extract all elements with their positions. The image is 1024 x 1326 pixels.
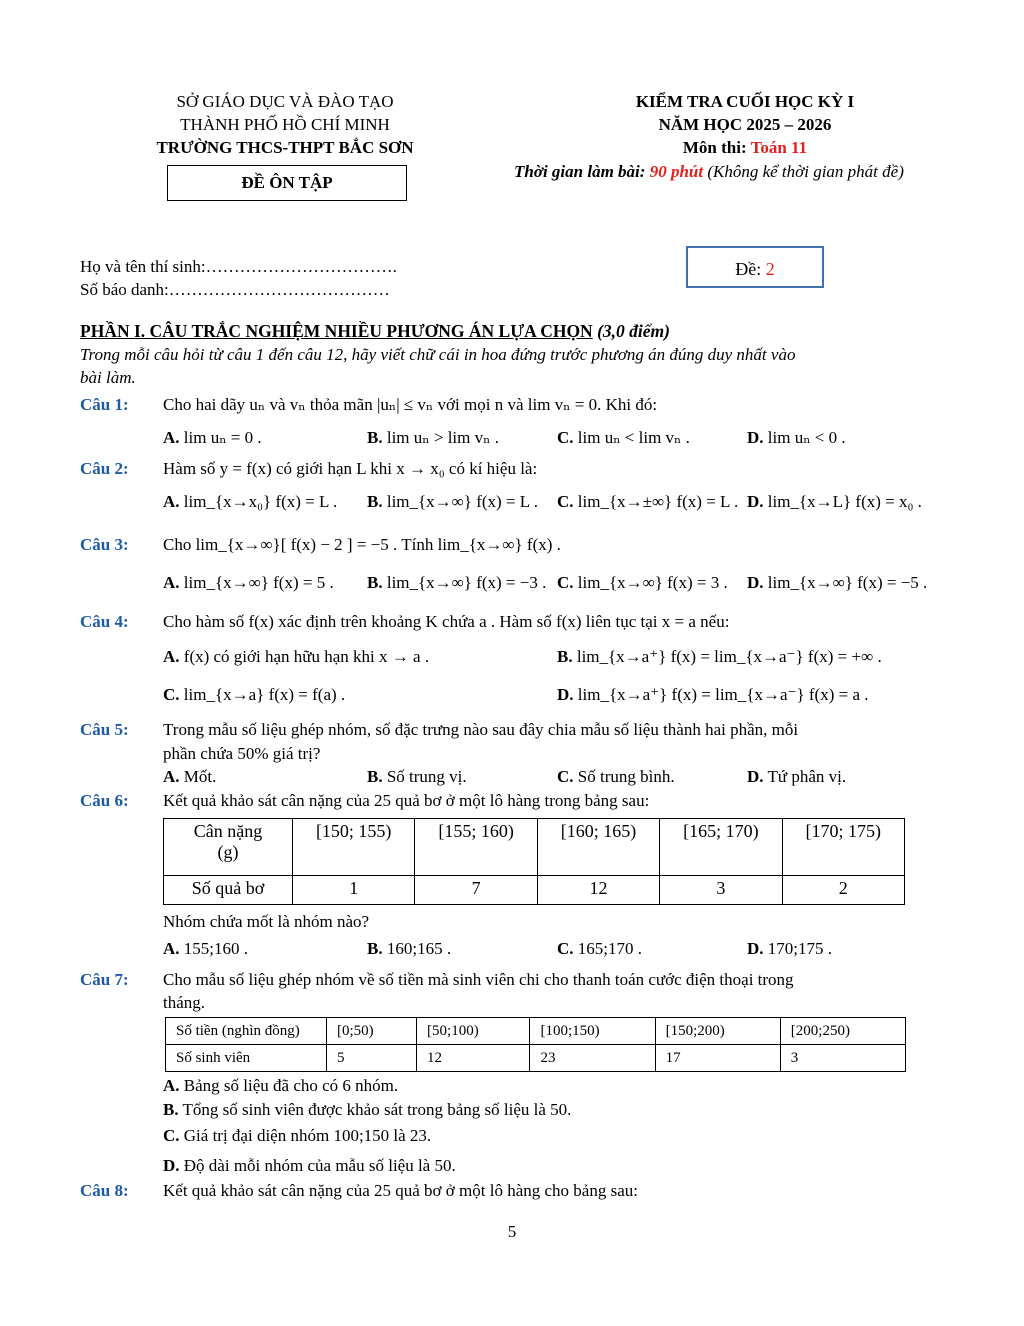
q4-option-c: C. lim_{x→a} f(x) = f(a) . (163, 685, 346, 704)
table-row (166, 1018, 906, 1045)
subject-label: Môn thi: (682, 138, 747, 157)
table-row (164, 876, 905, 905)
q1-a-text: lim uₙ = 0 . (183, 428, 262, 447)
student-id-field: Số báo danh:………………………………… (80, 280, 390, 299)
header-city: THÀNH PHỐ HỒ CHÍ MINH (180, 115, 390, 134)
q1-option-b: B. lim uₙ > lim vₙ . (367, 428, 499, 447)
q6-val-5: 2 (782, 876, 904, 905)
q3-option-d: D. lim_{x→∞} f(x) = −5 . (747, 573, 928, 592)
q2-option-b: B. lim_{x→∞} f(x) = L . (367, 492, 539, 511)
q3-option-b: B. lim_{x→∞} f(x) = −3 . (367, 573, 547, 592)
q3-c-text: lim_{x→∞} f(x) = 3 . (577, 573, 728, 592)
q6-col-5: [170; 175) (782, 819, 904, 876)
q7-col-1: [0;50) (327, 1018, 417, 1045)
q6-d-text: 170;175 . (767, 939, 833, 958)
q3-option-a: A. lim_{x→∞} f(x) = 5 . (163, 573, 334, 592)
time-value: 90 phút (649, 162, 704, 181)
q2-c-text: lim_{x→±∞} f(x) = L . (577, 492, 739, 511)
q7-head-cell: Số tiền (nghìn đồng) (166, 1018, 327, 1045)
q3-text: Cho lim_{x→∞}[ f(x) − 2 ] = −5 . Tính lim_{x→∞} f(x) . (163, 535, 561, 554)
q6-val-1: 1 (293, 876, 415, 905)
school-year: NĂM HỌC 2025 – 2026 (658, 115, 832, 134)
q6-head-cell (164, 819, 293, 876)
q2-a-text: lim_{x→x₀} f(x) = L . (183, 492, 338, 511)
q7-val-4: 17 (655, 1045, 780, 1072)
q5-c-text: Số trung bình. (577, 767, 675, 786)
q7-val-1: 5 (327, 1045, 417, 1072)
q7-d-text: Độ dài mỗi nhóm của mẫu số liệu là 50. (183, 1156, 456, 1175)
q1-d-text: lim uₙ < 0 . (767, 428, 846, 447)
q6-col-3: [160; 165) (537, 819, 659, 876)
q3-d-text: lim_{x→∞} f(x) = −5 . (767, 573, 928, 592)
subject-line (600, 138, 890, 158)
q3-a-text: lim_{x→∞} f(x) = 5 . (183, 573, 334, 592)
q2-option-c: C. lim_{x→±∞} f(x) = L . (557, 492, 739, 511)
q1-label: Câu 1: (80, 395, 129, 414)
q6-val-4: 3 (660, 876, 782, 905)
q4-b-text: lim_{x→a⁺} f(x) = lim_{x→a⁻} f(x) = +∞ . (576, 647, 882, 666)
q4-option-d: D. lim_{x→a⁺} f(x) = lim_{x→a⁻} f(x) = a . (557, 685, 869, 704)
q1-option-c: C. lim uₙ < lim vₙ . (557, 428, 690, 447)
q4-text: Cho hàm số f(x) xác định trên khoảng K chứa a . Hàm số f(x) liên tục tại x = a nếu: (163, 612, 730, 631)
q1-b-text: lim uₙ > lim vₙ . (386, 428, 499, 447)
q5-option-b: B. Số trung vị. (367, 767, 467, 786)
q2-option-a: A. lim_{x→x₀} f(x) = L . (163, 492, 338, 511)
header-dept: SỞ GIÁO DỤC VÀ ĐÀO TẠO (176, 92, 394, 111)
q7-text-2: tháng. (163, 993, 206, 1012)
q4-label: Câu 4: (80, 612, 129, 631)
q2-label: Câu 2: (80, 459, 129, 478)
q6-row-label: Số quả bơ (164, 876, 293, 905)
q2-d-text: lim_{x→L} f(x) = x₀ . (767, 492, 922, 511)
q5-option-c: C. Số trung bình. (557, 767, 675, 786)
q6-text: Kết quả khảo sát cân nặng của 25 quả bơ ở một lô hàng trong bảng sau: (163, 791, 650, 810)
subject-name: Toán 11 (750, 138, 808, 157)
q7-c-text: Giá trị đại diện nhóm 100;150 là 23. (183, 1126, 432, 1145)
exam-code-number: 2 (765, 259, 775, 279)
instruction-line-1: Trong mỗi câu hỏi từ câu 1 đến câu 12, hãy viết chữ cái in hoa đứng trước phương án đúng duy nhất vào (80, 345, 796, 364)
q7-col-5: [200;250) (780, 1018, 905, 1045)
q6-option-d: D. 170;175 . (747, 939, 833, 958)
student-name-field: Họ và tên thí sinh:……………………………. (80, 257, 397, 276)
section-points: (3,0 điểm) (597, 321, 670, 341)
q4-d-text: lim_{x→a⁺} f(x) = lim_{x→a⁻} f(x) = a . (577, 685, 869, 704)
time-label: Thời gian làm bài: (514, 162, 646, 181)
section-title-text: PHẦN I. CÂU TRẮC NGHIỆM NHIỀU PHƯƠNG ÁN LỰA CHỌN (80, 321, 593, 341)
q6-table (163, 818, 905, 905)
q7-option-d: D. Độ dài mỗi nhóm của mẫu số liệu là 50. (163, 1156, 456, 1175)
q8-label: Câu 8: (80, 1181, 129, 1200)
q6-b-text: 160;165 . (386, 939, 452, 958)
q7-val-3: 23 (530, 1045, 655, 1072)
q1-c-text: lim uₙ < lim vₙ . (577, 428, 690, 447)
instruction-line-2: bài làm. (80, 368, 136, 387)
q5-text-2: phần chứa 50% giá trị? (163, 744, 321, 763)
q7-val-2: 12 (417, 1045, 530, 1072)
exam-title: KIỂM TRA CUỐI HỌC KỲ I (635, 92, 855, 111)
q6-option-c: C. 165;170 . (557, 939, 643, 958)
q6-option-b: B. 160;165 . (367, 939, 452, 958)
section-title (80, 321, 670, 342)
q6-head-2: (g) (217, 842, 239, 862)
q7-col-4: [150;200) (655, 1018, 780, 1045)
q7-table (165, 1017, 906, 1072)
q7-option-c: C. Giá trị đại diện nhóm 100;150 là 23. (163, 1126, 432, 1145)
q5-a-text: Mốt. (183, 767, 217, 786)
page-number: 5 (507, 1222, 517, 1241)
q6-option-a: A. 155;160 . (163, 939, 249, 958)
q7-label: Câu 7: (80, 970, 129, 989)
q6-col-2: [155; 160) (415, 819, 537, 876)
q4-option-b: B. lim_{x→a⁺} f(x) = lim_{x→a⁻} f(x) = +∞ . (557, 647, 882, 666)
q2-option-d: D. lim_{x→L} f(x) = x₀ . (747, 492, 922, 511)
review-box (167, 165, 407, 201)
q7-col-2: [50;100) (417, 1018, 530, 1045)
q5-label: Câu 5: (80, 720, 129, 739)
q5-d-text: Tứ phân vị. (767, 767, 847, 786)
time-line (514, 162, 904, 182)
q6-label: Câu 6: (80, 791, 129, 810)
table-row (164, 819, 905, 876)
q4-c-text: lim_{x→a} f(x) = f(a) . (183, 685, 346, 704)
q7-b-text: Tổng số sinh viên được khảo sát trong bảng số liệu là 50. (182, 1100, 572, 1119)
q4-a-text: f(x) có giới hạn hữu hạn khi x → a . (183, 647, 430, 666)
q7-col-3: [100;150) (530, 1018, 655, 1045)
header-school: TRƯỜNG THCS-THPT BẮC SƠN (156, 138, 414, 157)
q5-option-d: D. Tứ phân vị. (747, 767, 847, 786)
q6-head-1: Cân nặng (193, 821, 263, 841)
q6-col-4: [165; 170) (660, 819, 782, 876)
q7-option-a: A. Bảng số liệu đã cho có 6 nhóm. (163, 1076, 399, 1095)
q7-text-1: Cho mẫu số liệu ghép nhóm về số tiền mà sinh viên chi cho thanh toán cước điện thoại trong (163, 970, 794, 989)
q6-question: Nhóm chứa mốt là nhóm nào? (163, 912, 370, 931)
q6-val-2: 7 (415, 876, 537, 905)
q3-b-text: lim_{x→∞} f(x) = −3 . (386, 573, 547, 592)
q7-a-text: Bảng số liệu đã cho có 6 nhóm. (183, 1076, 399, 1095)
q5-text-1: Trong mẫu số liệu ghép nhóm, số đặc trưng nào sau đây chia mẫu số liệu thành hai phần, mỗi (163, 720, 799, 739)
q7-val-5: 3 (780, 1045, 905, 1072)
review-label: ĐỀ ÔN TẬP (241, 173, 333, 192)
q6-c-text: 165;170 . (577, 939, 643, 958)
time-note: (Không kể thời gian phát đề) (707, 162, 904, 181)
q2-text: Hàm số y = f(x) có giới hạn L khi x → x₀ có kí hiệu là: (163, 459, 538, 478)
exam-code-label: Đề: (735, 259, 762, 279)
q8-text: Kết quả khảo sát cân nặng của 25 quả bơ ở một lô hàng cho bảng sau: (163, 1181, 638, 1200)
q1-option-d: D. lim uₙ < 0 . (747, 428, 846, 447)
table-row (166, 1045, 906, 1072)
q6-col-1: [150; 155) (293, 819, 415, 876)
q7-option-b: B. Tổng số sinh viên được khảo sát trong bảng số liệu là 50. (163, 1100, 572, 1119)
q1-option-a: A. lim uₙ = 0 . (163, 428, 262, 447)
q6-val-3: 12 (537, 876, 659, 905)
q4-option-a: A. f(x) có giới hạn hữu hạn khi x → a . (163, 647, 430, 666)
q7-row-label: Số sinh viên (166, 1045, 327, 1072)
q6-a-text: 155;160 . (183, 939, 249, 958)
q3-label: Câu 3: (80, 535, 129, 554)
q1-text: Cho hai dãy uₙ và vₙ thỏa mãn |uₙ| ≤ vₙ với mọi n và lim vₙ = 0. Khi đó: (163, 395, 658, 414)
q2-b-text: lim_{x→∞} f(x) = L . (386, 492, 539, 511)
q5-b-text: Số trung vị. (386, 767, 467, 786)
q3-option-c: C. lim_{x→∞} f(x) = 3 . (557, 573, 728, 592)
exam-code-box (686, 246, 824, 288)
q5-option-a: A. Mốt. (163, 767, 217, 786)
